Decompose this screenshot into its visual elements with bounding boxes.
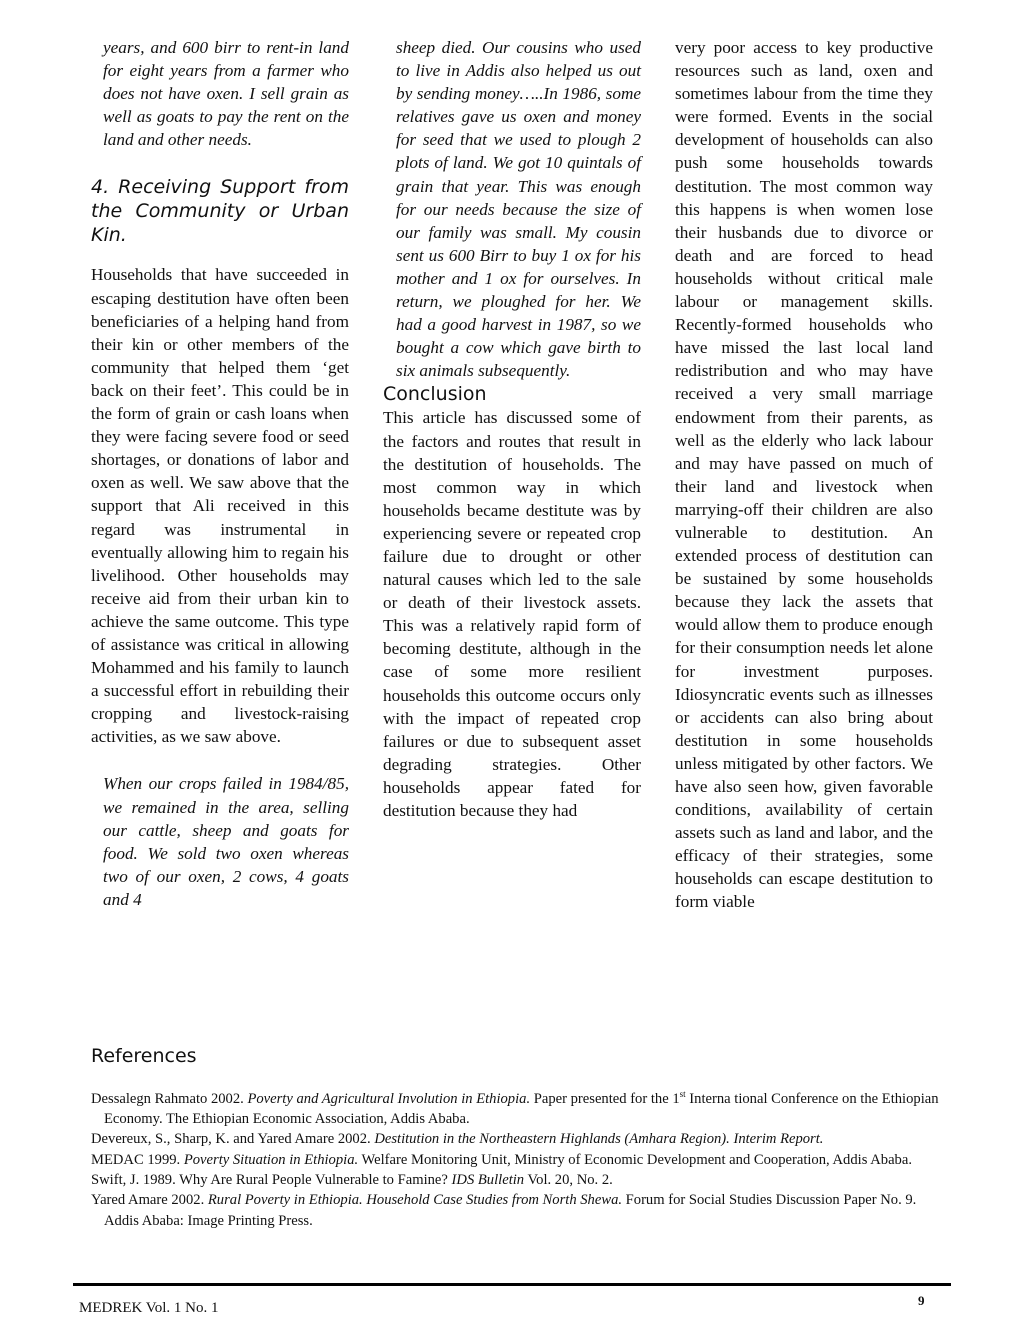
references-heading: References [91,1045,197,1067]
interview-quote-top: years, and 600 birr to rent-in land for eight years from a farmer who does not have oxen. I sell grain as well as goats to pay the rent on the land and other needs. [103,38,349,150]
references-list [91,1084,951,1231]
column-3 [675,36,933,914]
interview-quote-continued: sheep died. Our cousins who used to live in Addis also helped us out by sending money…..In 1986, some relatives gave us oxen and money for seed that we used to plough 2 plots of land. We got 10 quintals of grain that year. This was enough for our needs because the size of our family was small. My cousin sent us 600 Birr to buy 1 ox for his mother and 1 ox for ourselves. In return, we ploughed for her. We had a good harvest in 1987, so we bought a cow which gave birth to six animals subsequently. [396,38,641,381]
section-body-paragraph: Households that have succeeded in escaping destitution have often been beneficiaries of a helping hand from their kin or other members of the community that helped them ‘get back on their feet’. This could be in the form of grain or cash loans when they were facing severe food or seed shortages, or donations of labor and oxen as well. We saw above that the support that Ali received in this regard was instrumental in eventually allowing him to regain his livelihood. Other households may receive aid from their urban kin to achieve the same outcome. This type of assistance was critical in allowing Mohammed and his family to launch a successful effort in rebuilding their cropping and livestock-raising activities, as we saw above. [91,265,349,747]
reference-item: MEDAC 1999. Poverty Situation in Ethiopia. Welfare Monitoring Unit, Ministry of Economic Development and Cooperation, Addis Ababa. [91,1151,912,1168]
conclusion-paragraph-continued: very poor access to key productive resources such as land, oxen and sometimes labour from the time they were formed. Events in the social development of households can also push some households towards destitution. The most common way this happens is when women lose their husbands due to divorce or death and are forced to head households without critical male labour or management skills. Recently-formed households who have missed the last local land redistribution and who may have received a very small marriage endowment from their parents, as well as the elderly who lack labour and may have passed on much of their land and livestock when marrying-off their children are also vulnerable to destitution. An extended process of destitution can be sustained by some households because they lack the assets that would allow them to produce enough for their consumption needs let alone for investment purposes. Idiosyncratic events such as illnesses or accidents can also bring about destitution in some households unless mitigated by other factors. We have also seen how, given favorable conditions, availability of certain assets such as land and labor, and the efficacy of their strategies, some households can escape destitution to form viable [675,38,933,912]
conclusion-paragraph: This article has discussed some of the factors and routes that result in the destitution of households. The most common way in which households became destitute was by experiencing severe or repeated crop failure due to drought or other natural causes which led to the sale or death of their livestock assets. This was a relatively rapid form of becoming destitute, although in the case of some more resilient households this outcome occurs only with the impact of repeated crop failures or due to subsequent asset degrading strategies. Other households appear fated for destitution because they had [383,408,641,820]
journal-footer: MEDREK Vol. 1 No. 1 [79,1300,219,1316]
column-2 [383,36,641,822]
column-1 [91,36,349,911]
reference-item: Swift, J. 1989. Why Are Rural People Vulnerable to Famine? IDS Bulletin Vol. 20, No. 2. [91,1172,613,1189]
reference-item: Yared Amare 2002. Rural Poverty in Ethiopia. Household Case Studies from North Shewa. Forum for Social Studies Discussion Paper No. 9. Addis Ababa: Image Printing Press. [91,1192,917,1229]
reference-item: Devereux, S., Sharp, K. and Yared Amare 2002. Destitution in the Northeastern Highlands (Amhara Region). Interim Report. [91,1131,824,1148]
footer-divider [73,1283,951,1286]
reference-item: Dessalegn Rahmato 2002. Poverty and Agricultural Involution in Ethiopia. Paper presented for the 1st Interna tional Conference on the Ethiopian Economy. The Ethiopian Economic Association, Addis Ababa. [91,1089,939,1128]
conclusion-heading: Conclusion [383,383,487,406]
page-number: 9 [918,1293,925,1308]
section-heading-receiving-support: 4. Receiving Support from the Community or Urban Kin. [91,176,349,247]
interview-quote-bottom: When our crops failed in 1984/85, we remained in the area, selling our cattle, sheep and goats for food. We sold two oxen whereas two of our oxen, 2 cows, 4 goats and 4 [103,774,349,909]
